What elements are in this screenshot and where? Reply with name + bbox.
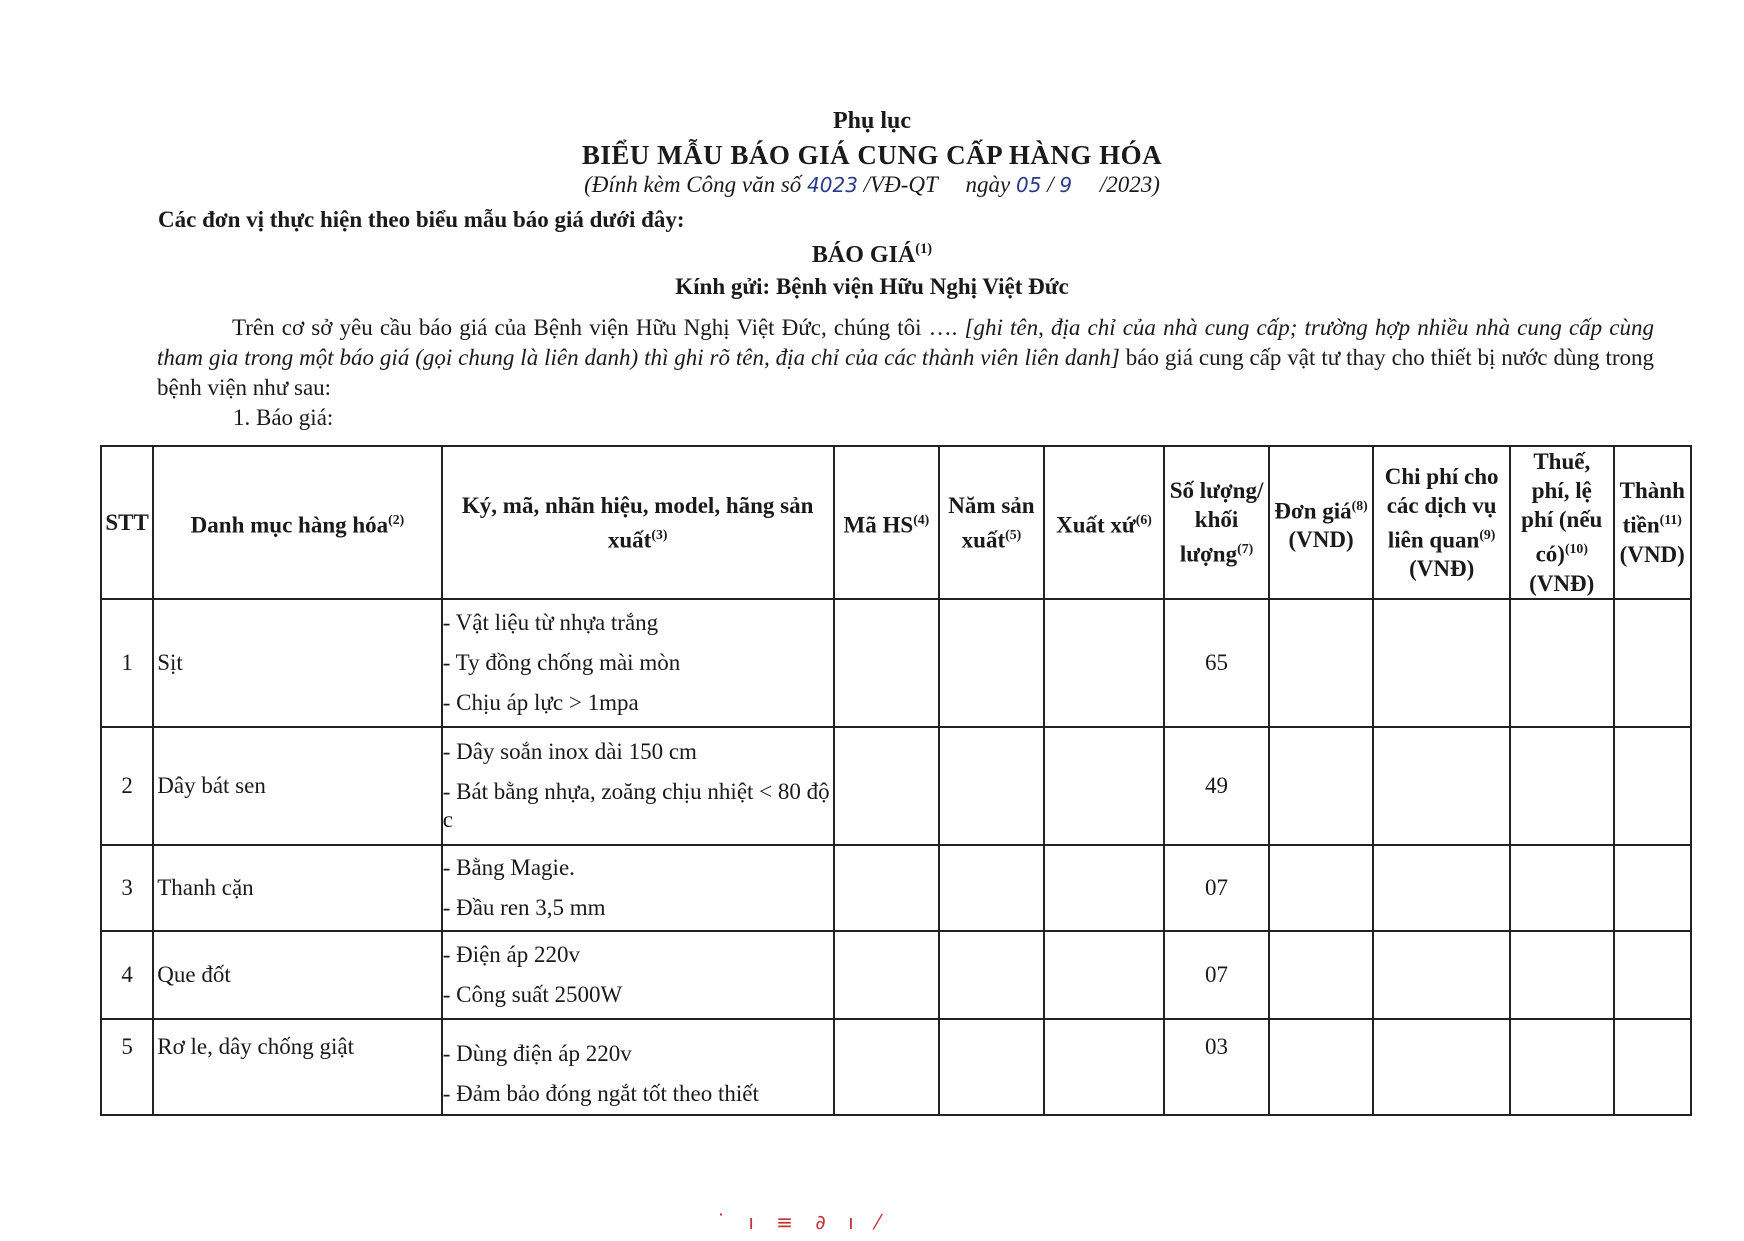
header-danh-muc-note: (2): [388, 512, 405, 527]
appendix-label: Phụ lục: [832, 108, 912, 134]
row-quantity: 07: [1164, 845, 1269, 931]
row-quantity: 07: [1164, 931, 1269, 1019]
row-xuat-xu: [1044, 931, 1165, 1019]
row-nam-san-xuat: [939, 599, 1044, 727]
row-thue: [1510, 727, 1614, 845]
header-don-gia-unit: (VND): [1288, 527, 1354, 553]
row-chi-phi: [1373, 599, 1510, 727]
document-code: /VĐ-QT: [863, 172, 938, 197]
row-item-name: Thanh cặn: [153, 845, 441, 931]
row-stt: 5: [101, 1019, 153, 1115]
spec-line: - Đầu ren 3,5 mm: [442, 894, 606, 920]
header-ky-ma-note: (3): [651, 526, 668, 542]
row-item-name: Rơ le, dây chống giật: [153, 1019, 441, 1115]
attachment-prefix: (Đính kèm Công văn số: [584, 172, 802, 197]
table-header-row: [101, 446, 1691, 599]
header-thanh-tien-unit: (VND): [1619, 541, 1685, 567]
header-nam-san-xuat: [939, 446, 1044, 599]
header-so-luong-note: (7): [1237, 541, 1254, 556]
header-danh-muc: [153, 446, 441, 599]
stamp-bleed-mark: ˙ ı ≡ ∂ ı ⁄: [716, 1210, 888, 1234]
row-thanh-tien: [1614, 931, 1691, 1019]
units-instruction: Các đơn vị thực hiện theo biểu mẫu báo giá dưới đây:: [158, 207, 685, 232]
header-thue-unit: (VNĐ): [1529, 570, 1595, 596]
header-so-luong-text: Số lượng/ khối lượng: [1169, 478, 1264, 567]
header-chi-phi: [1373, 446, 1510, 599]
row-chi-phi: [1373, 931, 1510, 1019]
row-ma-hs: [834, 931, 940, 1019]
section-quote-label: 1. Báo giá:: [233, 405, 334, 430]
document-number: 4023: [807, 173, 858, 197]
intro-text-end: báo giá cung cấp vật tư thay cho thiết bị nước dùng trong bệnh viện như sau:: [157, 345, 1655, 400]
spec-line: - Chịu áp lực > 1mpa: [442, 689, 639, 715]
header-chi-phi-text: Chi phí cho các dịch vụ liên quan: [1384, 463, 1499, 553]
row-don-gia: [1269, 845, 1374, 931]
row-quantity: 03: [1164, 1019, 1269, 1115]
row-xuat-xu: [1044, 845, 1165, 931]
row-nam-san-xuat: [939, 845, 1044, 931]
header-nam-sx-note: (5): [1005, 526, 1022, 542]
row-don-gia: [1269, 1019, 1374, 1115]
row-ma-hs: [834, 727, 940, 845]
header-thue-text: Thuế, phí, lệ phí (nếu có): [1521, 449, 1603, 567]
row-item-name: Que đốt: [153, 931, 441, 1019]
quote-heading: [0, 241, 1744, 269]
header-nam-sx-text: Năm sản xuất: [948, 492, 1035, 553]
header-xuat-xu: [1044, 446, 1165, 599]
row-thue: [1510, 931, 1614, 1019]
header-thue-note: (10): [1564, 541, 1588, 556]
row-stt: 3: [101, 845, 153, 931]
spec-line: - Dùng điện áp 220v: [442, 1040, 632, 1066]
spec-line: - Ty đồng chống mài mòn: [442, 649, 681, 675]
quote-heading-text: BÁO GIÁ: [811, 242, 916, 268]
form-title: BIỂU MẪU BÁO GIÁ CUNG CẤP HÀNG HÓA: [581, 140, 1163, 170]
intro-text-start: Trên cơ sở yêu cầu báo giá của Bệnh viện Hữu Nghị Việt Đức, chúng tôi ….: [232, 315, 958, 340]
row-item-name: Sịt: [153, 599, 441, 727]
spec-line: - Điện áp 220v: [442, 941, 581, 967]
header-thanh-tien-note: (11): [1659, 512, 1682, 527]
row-nam-san-xuat: [939, 1019, 1044, 1115]
row-thue: [1510, 1019, 1614, 1115]
row-item-name: Dây bát sen: [153, 727, 441, 845]
row-nam-san-xuat: [939, 727, 1044, 845]
header-don-gia: [1269, 446, 1374, 599]
spec-line: - Bát bằng nhựa, zoăng chịu nhiệt < 80 độ c: [442, 778, 830, 832]
row-thanh-tien: [1614, 599, 1691, 727]
header-xuat-xu-note: (6): [1135, 512, 1152, 527]
intro-text-instruction: [ghi tên, địa chỉ của nhà cung cấp; trường hợp nhiều nhà cung cấp cùng tham gia trong một báo giá (gọi chung là liên danh) thì ghi rõ tên, địa chỉ của các thành viên liên danh]: [157, 315, 1655, 370]
row-thanh-tien: [1614, 1019, 1691, 1115]
header-so-luong: [1164, 446, 1269, 599]
date-label: ngày: [965, 172, 1011, 197]
row-ma-hs: [834, 845, 940, 931]
row-quantity: 65: [1164, 599, 1269, 727]
row-chi-phi: [1373, 1019, 1510, 1115]
table-row: [101, 845, 1691, 931]
row-xuat-xu: [1044, 599, 1165, 727]
table-row: [101, 1019, 1691, 1115]
row-specs: [442, 931, 834, 1019]
row-thanh-tien: [1614, 845, 1691, 931]
row-stt: 1: [101, 599, 153, 727]
table-row: [101, 599, 1691, 727]
intro-paragraph: [157, 313, 1654, 403]
date-month: 9: [1059, 173, 1073, 197]
header-don-gia-note: (8): [1351, 497, 1368, 513]
spec-line: - Bằng Magie.: [442, 854, 575, 880]
spec-line: - Dây soắn inox dài 150 cm: [442, 738, 697, 764]
row-xuat-xu: [1044, 1019, 1165, 1115]
header-stt: STT: [101, 446, 153, 599]
row-stt: 2: [101, 727, 153, 845]
date-day: 05: [1016, 173, 1042, 197]
quote-table: [100, 445, 1692, 1116]
header-ma-hs: [834, 446, 940, 599]
row-don-gia: [1269, 727, 1374, 845]
header-ma-hs-text: Mã HS: [843, 512, 914, 538]
table-row: [101, 931, 1691, 1019]
attachment-line: (Đính kèm Công văn số 4023 /VĐ-QT ngày 05 / 9 /2023): [584, 172, 1160, 197]
row-specs: [442, 1019, 834, 1115]
row-don-gia: [1269, 931, 1374, 1019]
date-year: /2023): [1099, 172, 1160, 197]
row-nam-san-xuat: [939, 931, 1044, 1019]
row-thanh-tien: [1614, 727, 1691, 845]
spec-line: - Công suất 2500W: [442, 981, 623, 1007]
row-xuat-xu: [1044, 727, 1165, 845]
header-danh-muc-text: Danh mục hàng hóa: [190, 512, 389, 538]
row-specs: [442, 727, 834, 845]
header-thanh-tien-text: Thành tiền: [1619, 478, 1685, 538]
header-ma-hs-note: (4): [913, 512, 930, 527]
row-thue: [1510, 845, 1614, 931]
spec-line: - Đảm bảo đóng ngắt tốt theo thiết: [442, 1080, 759, 1106]
header-thanh-tien: [1614, 446, 1691, 599]
header-xuat-xu-text: Xuất xứ: [1056, 512, 1136, 538]
row-ma-hs: [834, 1019, 940, 1115]
header-don-gia-text: Đơn giá: [1274, 498, 1352, 524]
spec-line: - Vật liệu từ nhựa trắng: [442, 609, 659, 635]
row-specs: [442, 845, 834, 931]
row-stt: 4: [101, 931, 153, 1019]
header-thue: [1510, 446, 1614, 599]
row-chi-phi: [1373, 845, 1510, 931]
header-ky-ma: [442, 446, 834, 599]
header-chi-phi-note: (9): [1479, 526, 1496, 542]
row-quantity: 49: [1164, 727, 1269, 845]
table-row: [101, 727, 1691, 845]
header-ky-ma-text: Ký, mã, nhãn hiệu, model, hãng sản xuất: [461, 492, 814, 553]
quote-heading-note: (1): [915, 241, 933, 257]
row-don-gia: [1269, 599, 1374, 727]
row-thue: [1510, 599, 1614, 727]
recipient-line: Kính gửi: Bệnh viện Hữu Nghị Việt Đức: [675, 274, 1069, 299]
row-ma-hs: [834, 599, 940, 727]
row-chi-phi: [1373, 727, 1510, 845]
header-chi-phi-unit: (VNĐ): [1409, 556, 1475, 582]
row-specs: [442, 599, 834, 727]
